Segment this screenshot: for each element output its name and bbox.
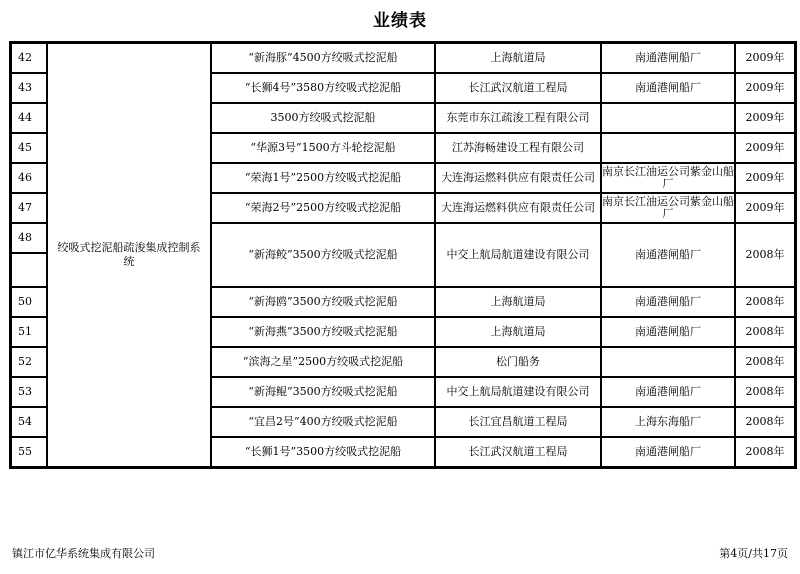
shipyard-name: 南通港闸船厂 [601,223,735,287]
ship-name: “荣海1号”2500方绞吸式挖泥船 [211,163,435,193]
performance-table [9,41,797,469]
year: 2008年 [735,287,795,317]
ship-name: “新海燕”3500方绞吸式挖泥船 [211,317,435,347]
ship-name: “华源3号”1500方斗轮挖泥船 [211,133,435,163]
footer-page-number: 第4页/共17页 [719,547,788,560]
table-row [11,43,795,73]
owner-name: 江苏海畅建设工程有限公司 [435,133,601,163]
owner-name: 中交上航局航道建设有限公司 [435,377,601,407]
shipyard-name: 南京长江油运公司紫金山船厂 [601,163,735,193]
row-number: 48 [11,223,47,253]
ship-name: “长狮4号”3580方绞吸式挖泥船 [211,73,435,103]
owner-name: 上海航道局 [435,287,601,317]
year: 2009年 [735,193,795,223]
ship-name: “新海鲲”3500方绞吸式挖泥船 [211,377,435,407]
owner-name: 松门船务 [435,347,601,377]
row-number: 45 [11,133,47,163]
row-number: 54 [11,407,47,437]
year: 2009年 [735,133,795,163]
year: 2008年 [735,347,795,377]
row-number: 51 [11,317,47,347]
owner-name: 上海航道局 [435,317,601,347]
year: 2009年 [735,73,795,103]
ship-name: “新海豚”4500方绞吸式挖泥船 [211,43,435,73]
year: 2009年 [735,43,795,73]
category-cell: 绞吸式挖泥船疏浚集成控制系统 [47,43,211,467]
row-number: 46 [11,163,47,193]
year: 2008年 [735,223,795,287]
shipyard-name: 上海东海船厂 [601,407,735,437]
year: 2008年 [735,377,795,407]
page-title: 业绩表 [373,11,427,31]
ship-name: “新海鸥”3500方绞吸式挖泥船 [211,287,435,317]
shipyard-name: 南通港闸船厂 [601,287,735,317]
owner-name: 大连海运燃料供应有限责任公司 [435,193,601,223]
ship-name: 3500方绞吸式挖泥船 [211,103,435,133]
owner-name: 中交上航局航道建设有限公司 [435,223,601,287]
ship-name: “荣海2号”2500方绞吸式挖泥船 [211,193,435,223]
ship-name: “新海鲛”3500方绞吸式挖泥船 [211,223,435,287]
year: 2009年 [735,163,795,193]
row-number: 42 [11,43,47,73]
footer-company: 镇江市亿华系统集成有限公司 [12,547,155,560]
shipyard-name [601,133,735,163]
row-number: 43 [11,73,47,103]
year: 2008年 [735,407,795,437]
row-number: 55 [11,437,47,467]
shipyard-name: 南通港闸船厂 [601,73,735,103]
shipyard-name: 南通港闸船厂 [601,317,735,347]
owner-name: 长江宜昌航道工程局 [435,407,601,437]
ship-name: “长狮1号”3500方绞吸式挖泥船 [211,437,435,467]
shipyard-name [601,347,735,377]
row-number: 44 [11,103,47,133]
row-number: 50 [11,287,47,317]
shipyard-name: 南通港闸船厂 [601,43,735,73]
owner-name: 东莞市东江疏浚工程有限公司 [435,103,601,133]
row-number: 47 [11,193,47,223]
owner-name: 上海航道局 [435,43,601,73]
shipyard-name: 南京长江油运公司紫金山船厂 [601,193,735,223]
shipyard-name [601,103,735,133]
owner-name: 长江武汉航道工程局 [435,73,601,103]
shipyard-name: 南通港闸船厂 [601,377,735,407]
year: 2008年 [735,317,795,347]
year: 2009年 [735,103,795,133]
row-number: 52 [11,347,47,377]
year: 2008年 [735,437,795,467]
ship-name: “宜昌2号”400方绞吸式挖泥船 [211,407,435,437]
owner-name: 长江武汉航道工程局 [435,437,601,467]
owner-name: 大连海运燃料供应有限责任公司 [435,163,601,193]
ship-name: “滨海之星”2500方绞吸式挖泥船 [211,347,435,377]
row-number: 53 [11,377,47,407]
row-number-blank [11,253,47,287]
shipyard-name: 南通港闸船厂 [601,437,735,467]
